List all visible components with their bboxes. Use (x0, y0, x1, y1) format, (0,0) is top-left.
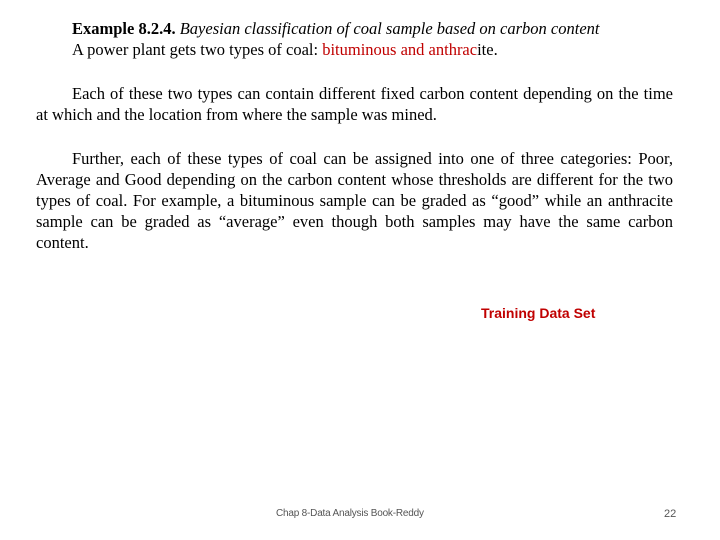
example-title: Bayesian classification of coal sample based on carbon content (179, 19, 600, 38)
footer-text: Chap 8-Data Analysis Book-Reddy (276, 508, 424, 519)
training-data-set-label: Training Data Set (481, 305, 596, 321)
paragraph-carbon-content: Each of these two types can contain different fixed carbon content depending on the time at which and the location from where the sample was mined. (36, 84, 673, 124)
paragraph-categories: Further, each of these types of coal can be assigned into one of three categories: Poor, Average and Good depending on the carbon content whose thresholds are different for the two types of coal. For example, a bituminous sample can be graded as “good” while an anthracite sample can be graded as “average” even though both samples may have the same carbon content. (36, 149, 673, 252)
example-title-line (72, 18, 682, 39)
page-number: 22 (664, 508, 677, 520)
example-heading-block (72, 18, 682, 60)
intro-prefix: A power plant gets two types of coal: (72, 40, 323, 59)
intro-line (72, 39, 682, 60)
intro-suffix: ite. (477, 40, 498, 59)
coal-types-highlight: bituminous and anthrac (322, 40, 478, 59)
example-number: Example 8.2.4. (72, 19, 176, 38)
